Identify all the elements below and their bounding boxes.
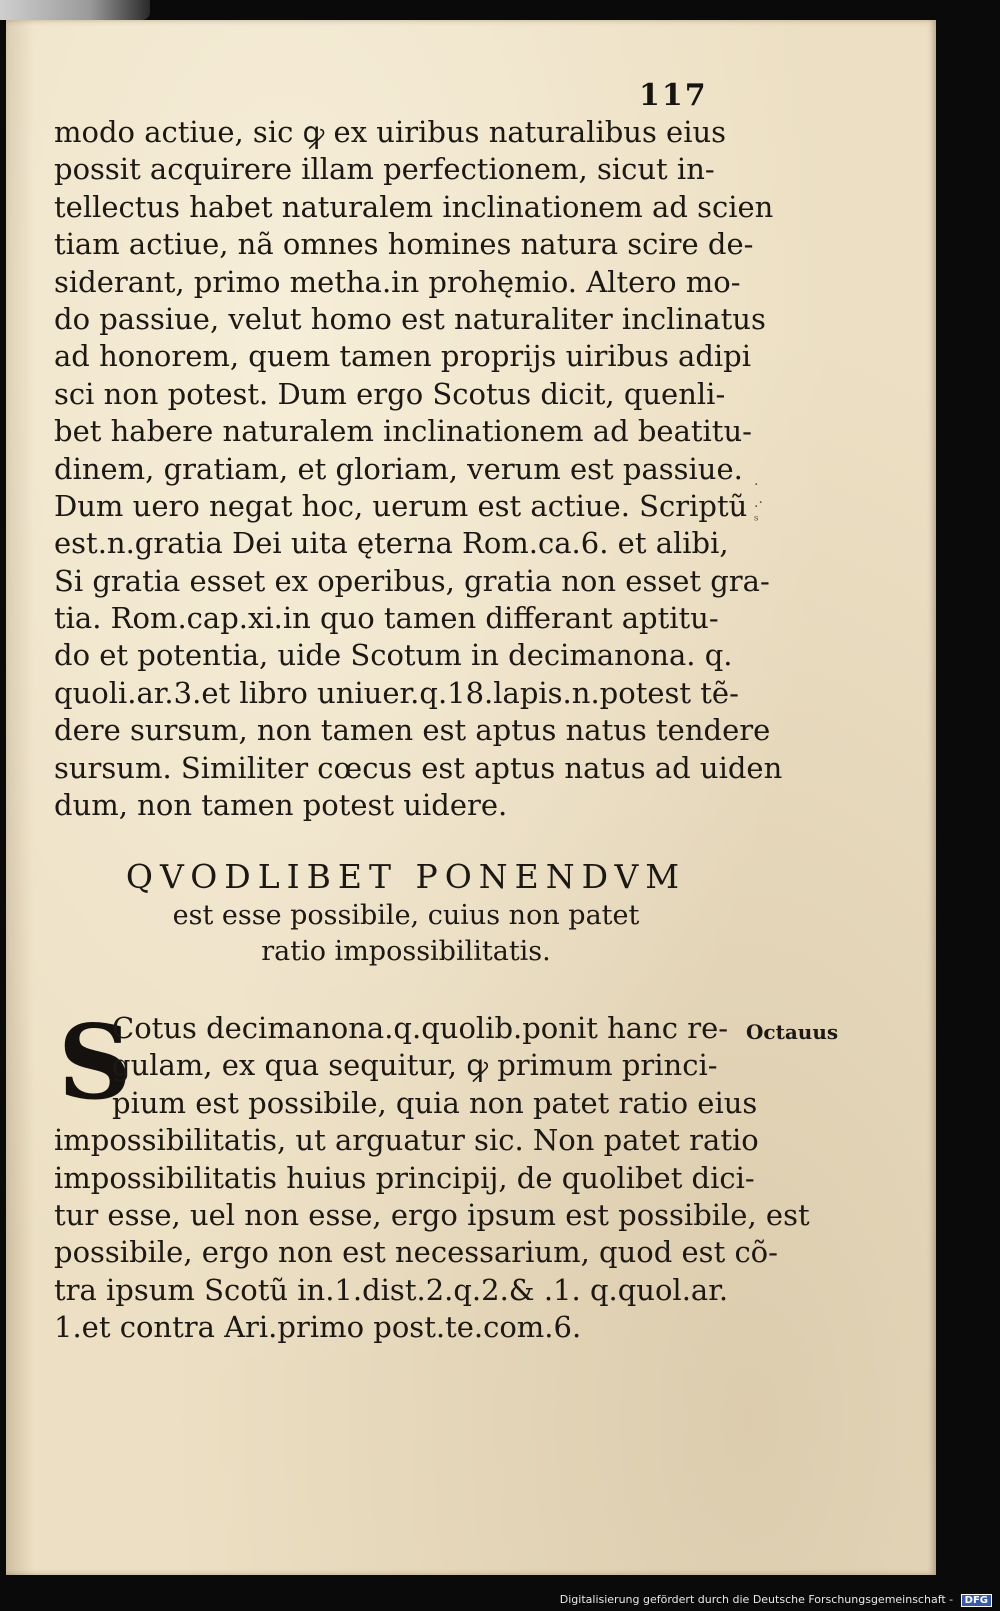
text-line: tiam actiue, nã omnes homines natura scire de- xyxy=(54,227,754,262)
text-line: Si gratia esset ex operibus, gratia non esset gra- xyxy=(54,563,770,598)
text-line: sursum. Similiter cœcus est aptus natus ad uiden xyxy=(54,750,783,785)
text-line: dinem, gratiam, et gloriam, verum est passiue. xyxy=(54,451,743,486)
book-page xyxy=(6,20,936,1575)
footer-credit xyxy=(560,1593,992,1607)
dfg-logo: DFG xyxy=(961,1594,992,1607)
drop-cap: S xyxy=(58,1003,132,1123)
text-line: possit acquirere illam perfectionem, sicut in- xyxy=(54,152,715,187)
text-line: bet habere naturalem inclinationem ad beatitu- xyxy=(54,414,752,449)
text-line: impossibilitatis huius principij, de quolibet dici- xyxy=(54,1160,755,1195)
paragraph-1 xyxy=(54,114,783,824)
text-line: tra ipsum Scotũ in.1.dist.2.q.2.& .1. q.quol.ar. xyxy=(54,1272,729,1307)
heading-subtitle-line: ratio impossibilitatis. xyxy=(261,936,551,967)
text-line: tellectus habet naturalem inclinationem ad scien xyxy=(54,189,774,224)
text-line: impossibilitatis, ut arguatur sic. Non patet ratio xyxy=(54,1123,759,1158)
text-line: siderant, primo metha.in prohęmio. Altero mo- xyxy=(54,264,741,299)
text-line: Cotus decimanona.q.quolib.ponit hanc re- xyxy=(112,1011,729,1045)
text-line: tur esse, uel non esse, ergo ipsum est possibile, est xyxy=(54,1197,810,1232)
text-line: pium est possibile, quia non patet ratio eius xyxy=(112,1085,758,1120)
text-line: possibile, ergo non est necessarium, quod est cõ- xyxy=(54,1235,778,1270)
marginal-note: Octauus xyxy=(746,1020,839,1044)
text-line: tia. Rom.cap.xi.in quo tamen differant aptitu- xyxy=(54,601,719,636)
scan-edge xyxy=(0,0,150,20)
text-line: dere sursum, non tamen est aptus natus tendere xyxy=(54,713,771,748)
text-line: modo actiue, sic ꝙ ex uiribus naturalibus eius xyxy=(54,115,727,149)
text-line: quoli.ar.3.et libro uniuer.q.18.lapis.n.potest tẽ- xyxy=(54,675,739,710)
text-line: ad honorem, quem tamen proprijs uiribus adipi xyxy=(54,339,752,374)
text-line: gulam, ex qua sequitur, ꝙ primum princi- xyxy=(112,1048,718,1083)
footer-credit-text: Digitalisierung gefördert durch die Deutsche Forschungsgemeinschaft - xyxy=(559,1593,954,1606)
text-line: sci non potest. Dum ergo Scotus dicit, quenli- xyxy=(54,376,726,411)
text-line: do passiue, velut homo est naturaliter inclinatus xyxy=(54,301,766,336)
page-number: 117 xyxy=(639,78,708,113)
text-line: 1.et contra Ari.primo post.te.com.6. xyxy=(54,1310,582,1345)
text-line: Dum uero negat hoc, uerum est actiue. Scriptũ xyxy=(54,488,748,523)
heading-title: QVODLIBET PONENDVM xyxy=(125,857,687,896)
margin-marks: · .· ˢ xyxy=(754,477,763,529)
section-heading xyxy=(66,856,746,970)
heading-subtitle-line: est esse possibile, cuius non patet xyxy=(172,900,640,931)
text-line: dum, non tamen potest uidere. xyxy=(54,788,508,823)
text-line: est.n.gratia Dei uita ęterna Rom.ca.6. et alibi, xyxy=(54,526,729,561)
text-line: do et potentia, uide Scotum in decimanona. q. xyxy=(54,638,733,673)
